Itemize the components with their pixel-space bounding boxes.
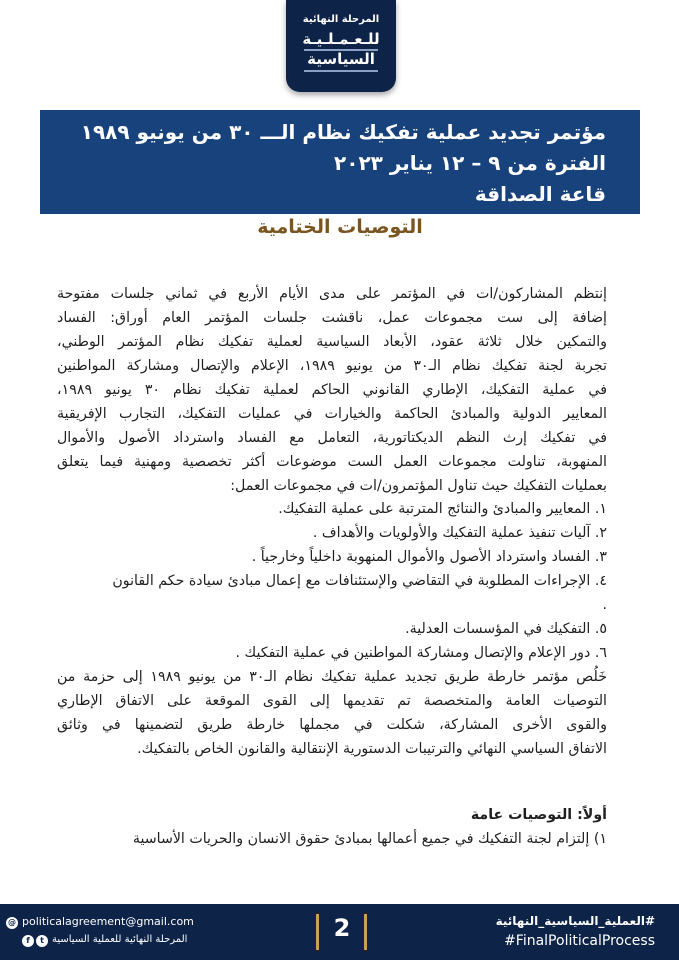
header-banner: [40, 110, 640, 214]
list-item: .: [602, 597, 607, 613]
email-icon: @: [8, 918, 16, 927]
paragraph-line: تجربة لجنة تفكيك نظام الـ٣٠ من يونيو ١٩٨٩، الإعلام والإتصال ومشاركة المواطنين: [57, 358, 607, 374]
logo: [286, 0, 396, 92]
paragraph-line: التوصيات العامة والمتخصصة تم تقديمها إلى القوى الموقعة على الاتفاق الإطاري: [57, 693, 607, 709]
paragraph-line: بعمليات التفكيك حيث تناول المؤتمرون/ات في مجموعات العمل:: [230, 478, 607, 494]
logo-line-2: للـعـمـلـيـة: [302, 30, 380, 48]
footer: [0, 904, 679, 960]
paragraph-line: الاتفاق السياسي النهائي والترتيبات الدستورية الإنتقالية والقانون الخاص بالتفكيك.: [137, 741, 607, 757]
hashtag-arabic[interactable]: #العملية_السياسية_النهائية: [495, 914, 655, 928]
footer-email[interactable]: politicalagreement@gmail.com: [22, 915, 194, 928]
conference-title: مؤتمر تجديد عملية تفكيك نظام الـــ ٣٠ من يونيو ١٩٨٩: [80, 120, 606, 144]
list-item: ٢. آليات تنفيذ عملية التفكيك والأولويات والأهداف .: [312, 525, 607, 541]
hashtag-english[interactable]: #FinalPoliticalProcess: [504, 933, 655, 949]
footer-divider: [364, 914, 367, 950]
logo-line-3: السياسية: [307, 50, 375, 68]
footer-divider: [316, 914, 319, 950]
paragraph-line: إنتظم المشاركون/ات في المؤتمر على مدى الأيام الأربع في ثماني جلسات مفتوحة: [57, 286, 607, 302]
footer-organization: المرحلة النهائية للعملية السياسية: [52, 934, 188, 945]
page-title: التوصيات الختامية: [257, 216, 423, 238]
list-item: ٤. الإجراءات المطلوبة في التقاضي والإستئنافات مع إعمال مبادئ سيادة حكم القانون: [112, 573, 607, 589]
twitter-icon[interactable]: t: [36, 935, 48, 947]
section-heading: أولاً: التوصيات عامة: [470, 807, 607, 823]
logo-line-1: المرحلة النهائية: [302, 14, 380, 25]
paragraph-line: خَلُص مؤتمر خارطة طريق تجديد عملية تفكيك نظام الـ٣٠ من يونيو ١٩٨٩ إلى حزمة من: [57, 669, 607, 685]
facebook-icon[interactable]: f: [22, 935, 34, 947]
logo-underline: [304, 70, 378, 72]
page-number: 2: [333, 914, 351, 942]
paragraph-line: في عملية التفكيك، الإطاري القانوني الحاكم لعملية تفكيك نظام ٣٠ يونيو ١٩٨٩،: [57, 382, 608, 398]
paragraph-line: المنهوبة، تناولت مجموعات العمل الست موضوعات أكثر تخصصية ومهنية فيما يتعلق: [57, 454, 607, 470]
paragraph-line: المعايير الدولية والمبادئ الحاكمة والخيارات في عمليات التفكيك، التجارب الإفريقية: [57, 406, 607, 422]
conference-venue: قاعة الصداقة: [474, 182, 606, 206]
conference-dates: الفترة من ٩ – ١٢ يناير ٢٠٢٣: [334, 151, 606, 175]
paragraph-line: في تفكيك إرث النظم الديكتاتورية، التعامل مع الفساد واسترداد الأصول والأموال: [57, 430, 607, 446]
list-item: ١. المعايير والمبادئ والنتائج المترتبة على عملية التفكيك.: [278, 501, 607, 517]
list-item: ٦. دور الإعلام والإتصال ومشاركة المواطنين في عملية التفكيك .: [235, 645, 607, 661]
paragraph-line: والتمكين خلال ثلاثة عقود، الأبعاد السياسية لعملية تفكيك نظام المؤتمر الوطني،: [57, 334, 607, 350]
paragraph-line: إضافة إلى ست مجموعات عمل، ناقشت جلسات المؤتمر العام أوراق: الفساد: [57, 310, 607, 326]
list-item: ٣. الفساد واسترداد الأصول والأموال المنهوبة داخلياً وخارجياً .: [251, 549, 607, 565]
list-item: ٥. التفكيك في المؤسسات العدلية.: [405, 621, 607, 637]
paragraph-line: والقوى الأخرى المشاركة، شكلت في مجملها خارطة طريق لتضمينها في وثائق: [57, 717, 607, 733]
recommendation-item: ١) إلتزام لجنة التفكيك في جميع أعمالها بمبادئ حقوق الانسان والحريات الأساسية: [132, 831, 607, 847]
